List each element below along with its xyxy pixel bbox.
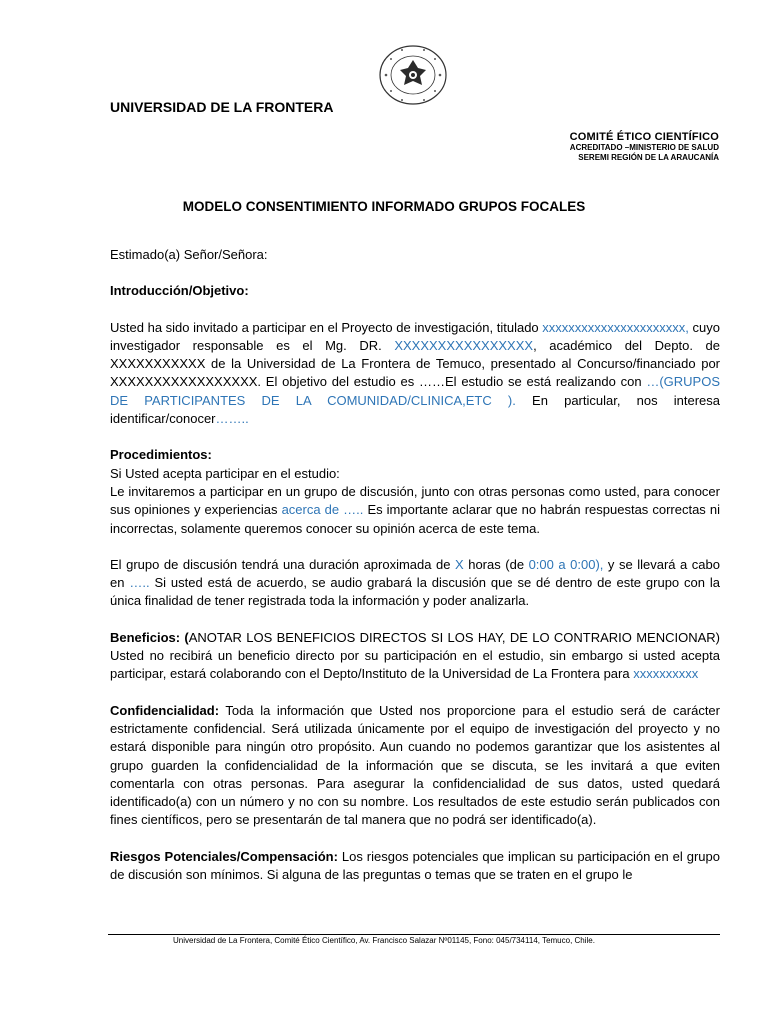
place-placeholder: ….. [129,575,150,591]
duration-text-1: El grupo de discusión tendrá una duración aproximada de [110,556,456,572]
procedures-heading [110,446,720,464]
committee-accreditation: ACREDITADO –MINISTERIO DE SALUD [569,143,719,152]
benefits-paragraph [110,629,720,684]
researcher-placeholder: XXXXXXXXXXXXXXXX [394,337,534,353]
intro-text-4: En particular, nos interesa identificar/conocer [110,392,720,427]
risks-text: Los riesgos potenciales que implican su participación en el grupo de discusión son mínimos. Si alguna de las preguntas o temas que se traten en el grupo le [110,848,720,883]
document-title: MODELO CONSENTIMIENTO INFORMADO GRUPOS FOCALES [182,199,586,214]
committee-region: SEREMI REGIÓN DE LA ARAUCANÍA [578,153,719,162]
about-placeholder: acerca de ….. [281,502,364,518]
time-placeholder: 0:00 a 0:00), [528,556,604,572]
procedures-text-1: Le invitaremos a participar en un grupo de discusión, junto con otras personas como usted, para conocer sus opiniones y experiencias [110,483,720,518]
intro-paragraph [110,319,720,429]
salutation: Estimado(a) Señor/Señora: [110,247,268,262]
procedures-paragraph [110,483,720,538]
confidentiality-heading: Confidencialidad: [110,702,220,718]
procedures-text-2: Es importante aclarar que no habrán respuestas correctas ni incorrectas, solamente queremos conocer su opinión acerca de este tema. [110,502,720,536]
benefits-heading: Beneficios: ( [110,629,189,645]
intro-heading [110,282,720,300]
benefits-text: Usted no recibirá un beneficio directo por su participación en el estudio, sin embargo si usted acepta participar, estará colaborando con el Depto/Instituto de la Universidad de La Frontera para [110,648,720,682]
procedures-line1: Si Usted acepta participar en el estudio: [110,465,340,481]
risks-paragraph [110,848,720,885]
groups-placeholder: …(GRUPOS DE PARTICIPANTES DE LA COMUNIDAD/CLINICA,ETC ). [110,374,720,408]
duration-text-4: Si usted está de acuerdo, se audio grabará la discusión que se dé dentro de este grupo con la única finalidad de tener registrada toda la información y poder analizarla. [110,575,720,609]
confidentiality-text: Toda la información que Usted nos proporcione para el estudio será de carácter estrictamente confidencial. Será utilizada únicamente por el equipo de investigación del proyecto y no estará disponible para ningún otro propósito. Aun cuando no podemos garantizar que los asistentes al grupo guarden la confidencialidad de la información que se discuta, se les invitará a que eviten comentarla con otras personas. Para asegurar la confidencialidad de sus datos, usted quedará identificado(a) con un número y no con su nombre. Los resultados de este estudio serán publicados con fines científicos, pero se presentarán de tal manera que no podrá ser identificado(a). [110,702,720,828]
duration-paragraph [110,556,720,611]
intro-text-3: , académico del Depto. de XXXXXXXXXXX de la Universidad de La Frontera de Temuco, presentado al Concurso/financiado por XXXXXXXXXXXXXXXXX. El objetivo del estudio es ……El estudio se está realizando con [110,337,720,390]
university-name: UNIVERSIDAD DE LA FRONTERA [110,99,334,115]
intro-dots: …….. [215,411,249,427]
document-body [110,246,720,902]
university-seal-icon [378,44,448,106]
hours-placeholder: X [455,556,464,572]
project-placeholder: xxxxxxxxxxxxxxxxxxxxxx, [542,319,689,335]
benefits-instruction: ANOTAR LOS BENEFICIOS DIRECTOS SI LOS HAY, DE LO CONTRARIO MENCIONAR) [188,629,721,645]
duration-text-2: horas (de [463,556,529,572]
duration-text-3: y se llevará a cabo en [110,556,720,591]
benefits-placeholder: xxxxxxxxxx [633,666,699,682]
confidentiality-paragraph [110,702,720,830]
risks-heading: Riesgos Potenciales/Compensación: [110,848,338,864]
footer-text: Universidad de La Frontera, Comité Ético Científico, Av. Francisco Salazar Nº01145, Fono: 045/734114, Temuco, Chile. [173,936,595,945]
intro-heading-text: Introducción/Objetivo: [110,283,249,299]
intro-text-1: Usted ha sido invitado a participar en el Proyecto de investigación, titulado [110,319,543,335]
procedures-heading-text: Procedimientos: [110,447,212,463]
committee-title: COMITÉ ÉTICO CIENTÍFICO [569,131,719,143]
footer-divider [108,934,720,935]
committee-header [570,131,719,163]
intro-text-2: cuyo investigador responsable es el Mg. DR. [110,319,720,353]
